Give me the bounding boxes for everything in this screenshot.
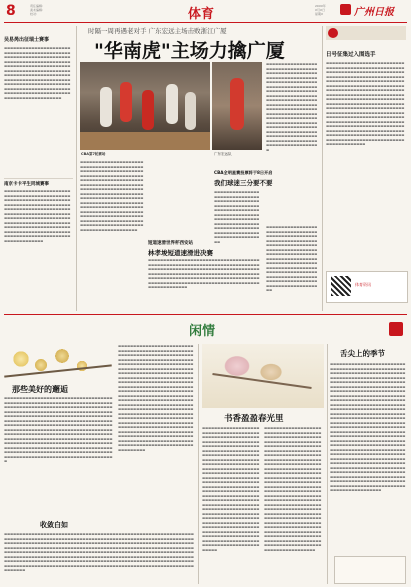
sub2-body: ▬▬▬▬▬▬▬▬▬▬▬▬▬▬▬▬▬▬▬▬▬▬▬▬▬▬▬▬▬▬▬▬▬▬▬▬▬▬▬▬▬▬▬▬▬▬▬▬▬▬▬▬▬▬▬▬▬▬▬▬▬▬▬▬▬▬▬▬▬▬▬▬▬▬▬▬▬▬▬▬▬▬▬▬▬▬▬▬▬▬▬▬▬▬▬▬▬▬▬▬▬▬▬▬▬▬▬▬▬▬▬▬▬▬▬▬▬▬▬▬▬▬▬▬▬▬▬▬▬▬▬▬▬▬▬▬▬▬▬▬▬▬▬▬▬▬▬▬▬▬▬▬▬▬▬▬▬▬▬▬▬▬▬▬▬▬▬▬▬▬▬▬▬▬▬▬▬▬▬▬▬▬▬▬▬▬▬▬▬▬▬▬▬▬▬▬▬▬▬▬▬▬▬▬▬▬▬▬▬▬▬▬▬▬▬▬▬▬▬▬▬▬▬▬▬▬▬▬▬▬▬▬▬▬▬ — [148, 258, 260, 289]
right-banner — [326, 26, 406, 40]
right-article-title: 日号征集过入围选手 — [326, 52, 376, 58]
main-photo — [80, 62, 210, 150]
section-divider — [4, 314, 407, 315]
ad-text: 体育资讯 — [355, 282, 371, 287]
left-col-divider — [4, 178, 73, 179]
col3-body-a: ▬▬▬▬▬▬▬▬▬▬▬▬▬▬▬▬▬▬▬▬▬▬▬▬▬▬▬▬▬▬▬▬▬▬▬▬▬▬▬▬▬▬▬▬▬▬▬▬▬▬▬▬▬▬▬▬▬▬▬▬▬▬▬▬▬▬▬▬▬▬▬▬▬▬▬▬▬▬▬▬▬▬▬▬▬▬▬▬▬▬▬▬▬▬▬▬▬▬▬▬▬▬▬▬▬▬▬▬▬▬▬▬▬▬▬▬▬▬▬▬▬▬▬▬▬▬▬▬▬▬▬▬▬▬▬▬▬▬▬▬▬▬▬▬▬▬▬▬▬▬▬▬▬▬▬▬▬▬▬▬▬▬▬▬▬▬▬▬▬▬▬▬▬▬▬▬▬▬▬▬▬▬▬▬▬▬▬▬▬▬▬▬▬▬▬▬▬▬▬▬▬▬▬▬▬▬▬▬▬▬▬▬▬▬▬▬▬▬▬▬▬▬▬▬▬▬▬▬▬▬▬▬▬▬▬▬▬▬▬▬▬▬▬▬▬▬▬▬▬▬▬▬▬▬▬▬▬▬▬▬▬▬▬▬▬▬▬▬▬▬▬▬▬▬▬▬▬▬▬▬▬▬▬▬▬▬▬▬▬▬▬▬▬▬▬▬▬▬▬▬▬▬▬▬▬▬▬▬▬▬▬▬▬▬▬▬▬▬▬▬▬▬▬▬▬▬▬▬▬▬▬▬▬▬▬▬▬▬▬▬▬▬▬▬▬▬▬▬▬▬▬▬▬▬▬▬▬▬▬▬▬▬▬▬▬▬▬▬▬▬▬▬▬▬▬▬▬▬▬▬▬▬▬▬▬▬▬▬▬▬▬▬▬▬▬▬▬▬▬▬▬▬▬▬▬▬▬▬▬▬▬▬▬▬▬▬▬▬▬▬▬▬▬▬▬▬▬▬▬▬▬▬▬▬▬▬▬▬▬▬▬▬▬▬▬▬▬▬▬▬▬▬▬▬▬▬▬▬▬▬▬▬▬▬▬▬▬▬▬▬▬▬▬▬▬▬▬▬▬▬▬▬▬▬▬▬▬▬▬▬▬▬▬▬▬▬▬▬▬▬▬▬▬▬▬▬▬▬▬▬▬▬▬▬▬▬▬▬ — [202, 426, 260, 552]
col3-body-b: ▬▬▬▬▬▬▬▬▬▬▬▬▬▬▬▬▬▬▬▬▬▬▬▬▬▬▬▬▬▬▬▬▬▬▬▬▬▬▬▬▬▬▬▬▬▬▬▬▬▬▬▬▬▬▬▬▬▬▬▬▬▬▬▬▬▬▬▬▬▬▬▬▬▬▬▬▬▬▬▬▬▬▬▬▬▬▬▬▬▬▬▬▬▬▬▬▬▬▬▬▬▬▬▬▬▬▬▬▬▬▬▬▬▬▬▬▬▬▬▬▬▬▬▬▬▬▬▬▬▬▬▬▬▬▬▬▬▬▬▬▬▬▬▬▬▬▬▬▬▬▬▬▬▬▬▬▬▬▬▬▬▬▬▬▬▬▬▬▬▬▬▬▬▬▬▬▬▬▬▬▬▬▬▬▬▬▬▬▬▬▬▬▬▬▬▬▬▬▬▬▬▬▬▬▬▬▬▬▬▬▬▬▬▬▬▬▬▬▬▬▬▬▬▬▬▬▬▬▬▬▬▬▬▬▬▬▬▬▬▬▬▬▬▬▬▬▬▬▬▬▬▬▬▬▬▬▬▬▬▬▬▬▬▬▬▬▬▬▬▬▬▬▬▬▬▬▬▬▬▬▬▬▬▬▬▬▬▬▬▬▬▬▬▬▬▬▬▬▬▬▬▬▬▬▬▬▬▬▬▬▬▬▬▬▬▬▬▬▬▬▬▬▬▬▬▬▬▬▬▬▬▬▬▬▬▬▬▬▬▬▬▬▬▬▬▬▬▬▬▬▬▬▬▬▬▬▬▬▬▬▬▬▬▬▬▬▬▬▬▬▬▬▬▬▬▬▬▬▬▬▬▬▬▬▬▬▬▬▬▬▬▬▬▬▬▬▬▬▬▬▬▬▬▬▬▬▬▬▬▬▬▬▬▬▬▬▬▬▬▬▬▬▬▬▬▬▬▬▬▬▬▬▬▬▬▬▬▬▬▬▬▬▬▬▬▬▬▬▬▬▬▬▬▬▬▬▬▬▬▬▬▬▬▬▬▬▬▬▬▬▬▬▬▬▬▬▬▬▬▬▬▬▬▬▬▬▬▬▬▬▬▬▬▬▬▬▬▬▬▬▬▬▬▬▬▬▬▬▬▬▬▬▬▬▬▬▬▬▬▬▬▬▬▬▬▬▬▬▬▬ — [264, 426, 322, 552]
left-article-body-2: ▬▬▬▬▬▬▬▬▬▬▬▬▬▬▬▬▬▬▬▬▬▬▬▬▬▬▬▬▬▬▬▬▬▬▬▬▬▬▬▬▬▬▬▬▬▬▬▬▬▬▬▬▬▬▬▬▬▬▬▬▬▬▬▬▬▬▬▬▬▬▬▬▬▬▬▬▬▬▬▬▬▬▬▬▬▬▬▬▬▬▬▬▬▬▬▬▬▬▬▬▬▬▬▬▬▬▬▬▬▬▬▬▬▬▬▬▬▬▬▬▬▬▬▬▬▬▬▬▬▬▬▬▬▬▬▬▬▬▬▬▬▬▬▬▬▬▬▬▬▬▬▬▬▬▬▬▬▬▬▬▬▬▬▬▬▬▬▬▬▬▬▬▬▬▬▬▬▬▬▬▬▬▬▬▬▬▬▬▬▬▬▬▬▬▬▬▬▬▬▬▬▬▬▬▬▬▬▬▬▬▬▬▬▬▬▬▬▬▬▬▬▬▬▬▬▬▬▬▬▬▬▬▬▬▬▬▬▬▬▬▬▬▬▬▬▬▬▬▬▬▬▬▬▬▬ — [4, 189, 71, 243]
masthead-text: 广州日报 — [354, 7, 394, 18]
bottom-section-title: 闲情 — [189, 324, 216, 339]
bottom-rule-1 — [198, 344, 199, 584]
player-white-3 — [185, 92, 196, 130]
col2-body: ▬▬▬▬▬▬▬▬▬▬▬▬▬▬▬▬▬▬▬▬▬▬▬▬▬▬▬▬▬▬▬▬▬▬▬▬▬▬▬▬▬▬▬▬▬▬▬▬▬▬▬▬▬▬▬▬▬▬▬▬▬▬▬▬▬▬▬▬▬▬▬▬▬▬▬▬▬▬▬▬▬▬▬▬▬▬▬▬▬▬▬▬▬▬▬▬▬▬▬▬▬▬▬▬▬▬▬▬▬▬▬▬▬▬▬▬▬▬▬▬▬▬▬▬▬▬▬▬▬▬▬▬▬▬▬▬▬▬▬▬▬▬▬▬▬▬▬▬▬▬▬▬▬▬▬▬▬▬▬▬▬▬▬▬▬▬▬▬▬▬▬▬▬▬▬▬▬▬▬▬▬▬▬▬▬▬▬▬▬▬▬▬▬▬▬▬▬▬▬▬▬▬▬▬▬▬▬▬▬▬▬▬▬▬▬▬▬▬▬▬▬▬▬▬▬▬▬▬▬▬▬▬▬▬▬▬▬▬▬▬▬▬▬▬▬▬▬▬▬▬▬▬▬▬▬▬▬▬▬▬▬▬▬▬▬▬▬▬▬▬▬▬▬▬▬▬▬▬▬▬▬▬▬▬▬▬▬▬▬▬▬▬▬▬▬▬▬▬▬▬▬▬▬▬▬▬▬▬▬▬▬▬▬▬▬▬▬▬▬▬▬▬▬▬▬▬▬▬▬▬▬▬▬▬▬▬▬▬▬▬▬▬▬▬▬▬▬▬▬▬▬▬▬▬▬▬▬▬▬▬▬▬▬▬▬▬▬▬▬▬▬▬▬▬▬▬▬▬▬▬▬▬▬▬▬▬▬▬▬▬▬▬▬▬▬▬▬▬▬▬▬▬▬▬▬▬▬▬▬▬▬▬▬▬▬▬▬▬▬▬▬▬▬▬▬▬▬▬▬▬▬▬▬▬▬▬▬▬▬▬▬▬▬▬▬▬▬▬▬▬▬▬▬▬▬▬▬▬▬▬▬▬▬▬▬▬▬▬▬▬▬▬▬▬▬▬▬▬▬▬▬▬▬▬▬▬▬▬▬▬▬▬▬▬▬▬▬▬▬▬▬▬▬▬▬▬▬▬▬▬▬ — [4, 532, 194, 572]
header-rule — [4, 22, 407, 23]
col4-body: ▬▬▬▬▬▬▬▬▬▬▬▬▬▬▬▬▬▬▬▬▬▬▬▬▬▬▬▬▬▬▬▬▬▬▬▬▬▬▬▬▬▬▬▬▬▬▬▬▬▬▬▬▬▬▬▬▬▬▬▬▬▬▬▬▬▬▬▬▬▬▬▬▬▬▬▬▬▬▬▬▬▬▬▬▬▬▬▬▬▬▬▬▬▬▬▬▬▬▬▬▬▬▬▬▬▬▬▬▬▬▬▬▬▬▬▬▬▬▬▬▬▬▬▬▬▬▬▬▬▬▬▬▬▬▬▬▬▬▬▬▬▬▬▬▬▬▬▬▬▬▬▬▬▬▬▬▬▬▬▬▬▬▬▬▬▬▬▬▬▬▬▬▬▬▬▬▬▬▬▬▬▬▬▬▬▬▬▬▬▬▬▬▬▬▬▬▬▬▬▬▬▬▬▬▬▬▬▬▬▬▬▬▬▬▬▬▬▬▬▬▬▬▬▬▬▬▬▬▬▬▬▬▬▬▬▬▬▬▬▬▬▬▬▬▬▬▬▬▬▬▬▬▬▬▬▬▬▬▬▬▬▬▬▬▬▬▬▬▬▬▬▬▬▬▬▬▬▬▬▬▬▬▬▬▬▬▬▬▬▬▬▬▬▬▬▬▬▬▬▬▬▬▬▬▬▬▬▬▬▬▬▬▬▬▬▬▬▬▬▬▬▬▬▬▬▬▬▬▬▬▬▬▬▬▬▬▬▬▬▬▬▬▬▬▬▬▬▬▬▬▬▬▬▬▬▬▬▬▬▬▬▬▬▬▬▬▬▬▬▬▬▬▬▬▬▬▬▬▬▬▬▬▬▬▬▬▬▬▬▬▬▬▬▬▬▬▬▬▬▬▬▬▬▬▬▬▬▬▬▬▬▬▬▬▬▬▬▬▬▬▬▬▬▬▬▬▬▬▬▬▬▬▬▬▬▬▬▬▬▬▬▬▬▬▬▬▬▬▬▬▬▬▬▬▬▬▬▬▬▬▬▬▬▬▬▬▬▬▬▬▬▬▬▬▬▬▬▬▬▬▬▬▬▬▬▬▬▬▬▬▬▬▬▬▬▬▬▬▬▬▬▬▬▬▬▬▬▬▬▬▬▬▬▬▬▬▬▬▬▬▬▬▬▬▬▬▬▬▬▬▬▬▬▬▬▬▬▬▬▬▬▬▬▬▬▬▬▬▬▬▬▬▬▬▬▬▬▬▬▬▬▬▬▬▬▬▬▬▬▬▬▬▬▬▬▬▬▬▬▬▬▬▬▬▬▬▬▬▬▬▬▬▬▬▬▬▬▬▬▬▬▬▬▬▬▬▬▬▬▬▬▬▬▬▬▬▬▬▬▬▬▬▬▬▬▬▬▬▬▬▬▬▬▬▬▬▬▬▬▬▬▬▬▬▬▬▬▬▬▬▬▬▬▬▬▬▬▬▬▬▬▬▬▬▬▬▬▬▬▬▬▬▬▬▬▬▬▬▬▬▬▬▬▬▬▬▬▬▬▬▬▬▬▬▬▬▬▬▬▬▬▬▬▬▬▬▬▬▬▬▬▬▬▬▬▬▬ — [330, 362, 406, 492]
bottom-right-badge — [389, 322, 403, 336]
main-kicker: 时隔一周再遇老对手 广东宏远主场击败浙江广厦 — [88, 27, 227, 35]
painting-illustration — [202, 344, 324, 408]
player-red-1 — [120, 82, 132, 122]
masthead-logo — [340, 3, 402, 17]
flower-illustration — [4, 344, 112, 382]
page-number: 8 — [6, 3, 16, 19]
flower-2 — [34, 358, 48, 372]
col1b-body: ▬▬▬▬▬▬▬▬▬▬▬▬▬▬▬▬▬▬▬▬▬▬▬▬▬▬▬▬▬▬▬▬▬▬▬▬▬▬▬▬▬▬▬▬▬▬▬▬▬▬▬▬▬▬▬▬▬▬▬▬▬▬▬▬▬▬▬▬▬▬▬▬▬▬▬▬▬▬▬▬▬▬▬▬▬▬▬▬▬▬▬▬▬▬▬▬▬▬▬▬▬▬▬▬▬▬▬▬▬▬▬▬▬▬▬▬▬▬▬▬▬▬▬▬▬▬▬▬▬▬▬▬▬▬▬▬▬▬▬▬▬▬▬▬▬▬▬▬▬▬▬▬▬▬▬▬▬▬▬▬▬▬▬▬▬▬▬▬▬▬▬▬▬▬▬▬▬▬▬▬▬▬▬▬▬▬▬▬▬▬▬▬▬▬▬▬▬▬▬▬▬▬▬▬▬▬▬▬▬▬▬▬▬▬▬▬▬▬▬▬▬▬▬▬▬▬▬▬▬▬▬▬▬▬▬▬▬▬▬▬▬▬▬▬▬▬▬▬▬▬▬▬▬▬▬▬▬▬▬▬▬▬▬▬▬▬▬▬▬▬▬▬▬▬▬▬▬▬▬▬▬▬▬▬▬▬▬▬▬▬▬▬▬▬▬▬▬▬▬▬▬▬▬▬▬▬▬▬▬▬▬▬▬▬▬▬▬▬▬▬▬▬▬▬▬▬▬▬▬▬▬▬▬▬▬▬▬▬▬▬▬▬▬▬▬▬▬▬▬▬▬▬▬▬▬▬▬▬▬▬▬▬▬▬▬▬▬▬▬▬▬▬▬▬▬▬▬▬▬▬▬▬▬▬▬▬▬▬▬▬▬▬▬▬▬▬▬▬▬▬▬▬▬▬▬▬▬▬▬▬▬▬▬▬▬▬▬▬▬▬▬▬▬▬▬▬▬▬▬▬▬▬▬▬▬▬▬▬▬▬▬▬▬▬▬▬▬▬▬▬▬▬▬▬▬▬▬▬▬▬▬▬▬▬▬▬▬▬▬▬▬▬▬▬▬▬▬▬▬▬▬▬▬▬▬▬▬▬▬▬▬▬▬▬▬▬▬▬▬▬▬▬▬▬▬▬▬▬▬▬▬▬▬▬▬▬▬▬▬▬▬▬▬▬▬▬▬▬▬▬▬▬▬▬▬▬▬▬▬▬▬▬▬▬▬▬▬▬▬▬▬▬▬▬▬▬▬▬▬▬▬▬▬▬▬▬▬▬▬▬▬▬▬▬▬▬▬▬▬▬▬▬▬▬ — [118, 344, 194, 452]
col1-body: ▬▬▬▬▬▬▬▬▬▬▬▬▬▬▬▬▬▬▬▬▬▬▬▬▬▬▬▬▬▬▬▬▬▬▬▬▬▬▬▬▬▬▬▬▬▬▬▬▬▬▬▬▬▬▬▬▬▬▬▬▬▬▬▬▬▬▬▬▬▬▬▬▬▬▬▬▬▬▬▬▬▬▬▬▬▬▬▬▬▬▬▬▬▬▬▬▬▬▬▬▬▬▬▬▬▬▬▬▬▬▬▬▬▬▬▬▬▬▬▬▬▬▬▬▬▬▬▬▬▬▬▬▬▬▬▬▬▬▬▬▬▬▬▬▬▬▬▬▬▬▬▬▬▬▬▬▬▬▬▬▬▬▬▬▬▬▬▬▬▬▬▬▬▬▬▬▬▬▬▬▬▬▬▬▬▬▬▬▬▬▬▬▬▬▬▬▬▬▬▬▬▬▬▬▬▬▬▬▬▬▬▬▬▬▬▬▬▬▬▬▬▬▬▬▬▬▬▬▬▬▬▬▬▬▬▬▬▬▬▬▬▬▬▬▬▬▬▬▬▬▬▬▬▬▬▬▬▬▬▬▬▬▬▬▬▬▬▬▬▬▬▬▬▬▬▬▬▬▬▬▬▬▬▬▬▬▬▬▬▬▬▬▬▬▬▬▬▬▬▬▬▬▬▬▬▬▬▬▬▬▬▬▬▬▬▬▬▬▬▬▬▬▬▬▬▬▬▬▬▬▬▬▬▬▬▬▬▬▬▬▬▬▬▬▬▬▬▬▬▬▬▬▬▬▬▬▬▬▬▬▬▬▬▬▬▬▬▬▬▬▬▬▬▬▬▬▬▬▬▬▬▬▬▬▬▬▬▬▬▬▬▬▬▬▬▬▬▬▬▬▬▬▬▬▬▬▬▬▬▬▬▬▬▬▬▬▬▬▬▬▬▬▬▬▬▬▬▬▬▬▬▬▬▬▬▬▬▬▬▬▬▬▬▬▬▬▬▬▬▬▬▬▬▬▬▬▬▬▬▬▬▬▬▬▬▬▬▬▬▬▬▬▬▬▬▬▬▬▬▬▬▬▬▬▬▬▬▬▬▬▬▬▬▬▬▬▬▬▬▬▬▬▬▬▬ — [4, 396, 113, 463]
right-column — [326, 26, 406, 311]
qr-code — [331, 276, 351, 296]
page-header — [0, 0, 411, 22]
qr-ad-box — [326, 271, 408, 303]
masthead-badge — [340, 4, 351, 15]
bottom-rule-2 — [327, 344, 328, 584]
flower-3 — [54, 348, 70, 364]
right-article-body: ▬▬▬▬▬▬▬▬▬▬▬▬▬▬▬▬▬▬▬▬▬▬▬▬▬▬▬▬▬▬▬▬▬▬▬▬▬▬▬▬▬▬▬▬▬▬▬▬▬▬▬▬▬▬▬▬▬▬▬▬▬▬▬▬▬▬▬▬▬▬▬▬▬▬▬▬▬▬▬▬▬▬▬▬▬▬▬▬▬▬▬▬▬▬▬▬▬▬▬▬▬▬▬▬▬▬▬▬▬▬▬▬▬▬▬▬▬▬▬▬▬▬▬▬▬▬▬▬▬▬▬▬▬▬▬▬▬▬▬▬▬▬▬▬▬▬▬▬▬▬▬▬▬▬▬▬▬▬▬▬▬▬▬▬▬▬▬▬▬▬▬▬▬▬▬▬▬▬▬▬▬▬▬▬▬▬▬▬▬▬▬▬▬▬▬▬▬▬▬▬▬▬▬▬▬▬▬▬▬▬▬▬▬▬▬▬▬▬▬▬▬▬▬▬▬▬▬▬▬▬▬▬▬▬▬▬▬▬▬▬▬▬▬▬▬▬▬▬▬▬▬▬▬▬▬▬▬▬▬▬▬▬▬▬▬▬▬▬▬▬▬▬▬▬▬▬▬▬▬▬▬▬▬▬▬▬▬▬▬▬▬▬▬▬▬▬▬▬▬▬▬▬▬▬▬▬▬▬▬▬▬▬▬▬▬▬▬▬▬▬▬▬▬▬▬▬▬▬▬▬▬▬▬▬▬▬▬▬▬▬▬▬▬▬▬▬▬▬▬▬▬▬▬▬▬▬▬▬▬▬▬▬▬▬▬▬▬▬▬▬▬▬▬▬▬▬▬▬▬▬▬▬▬▬▬▬▬▬▬▬▬▬▬▬▬▬▬▬▬▬▬▬▬▬▬▬▬▬▬▬▬▬▬▬▬▬▬▬▬▬▬▬▬▬▬▬▬▬▬▬▬▬▬▬▬▬▬▬▬▬▬▬▬▬▬▬▬▬▬▬▬▬▬▬▬▬▬▬▬▬▬▬▬▬▬▬▬▬▬▬▬▬▬▬▬▬▬▬▬▬▬ — [326, 61, 405, 146]
court-floor — [80, 132, 210, 150]
sub1-subtitle: 我们球迷三分要不要 — [214, 179, 273, 187]
main-headline: "华南虎"主场力擒广厦 — [94, 40, 285, 62]
sub2-title: 短道速滑世界杯西安站 — [148, 241, 193, 246]
bottom-right-box — [334, 556, 406, 584]
player-red-3 — [230, 78, 244, 130]
player-white-1 — [100, 87, 112, 127]
col3-title: 书香盈盈春光里 — [224, 414, 284, 424]
left-column — [4, 26, 73, 311]
flower-1 — [12, 350, 30, 368]
right-banner-badge — [328, 28, 338, 38]
sub2-subtitle: 林孝埈短道速滑进决赛 — [148, 249, 213, 257]
left-column-rule — [76, 26, 77, 311]
right-meta: 20XX年 X月X日 星期X — [315, 4, 326, 16]
left-article-title-1: 吴易昺出征瑞士赛事 — [4, 37, 50, 43]
player-red-2 — [142, 90, 154, 130]
main-story-body-b: ▬▬▬▬▬▬▬▬▬▬▬▬▬▬▬▬▬▬▬▬▬▬▬▬▬▬▬▬▬▬▬▬▬▬▬▬▬▬▬▬▬▬▬▬▬▬▬▬▬▬▬▬▬▬▬▬▬▬▬▬▬▬▬▬▬▬▬▬▬▬▬▬▬▬▬▬▬▬▬▬▬▬▬▬▬▬▬▬▬▬▬▬▬▬▬▬▬▬▬▬▬▬▬▬▬▬▬▬▬▬▬▬▬▬▬▬▬▬▬▬▬▬▬▬▬▬▬▬▬▬▬▬▬▬▬▬▬▬▬▬▬▬▬▬▬▬▬▬▬▬▬▬▬▬▬▬▬▬▬▬▬▬▬▬▬▬▬▬▬▬▬▬▬▬▬▬▬▬▬▬▬▬▬▬▬▬▬▬▬▬▬▬▬▬▬▬▬▬▬▬▬▬▬▬▬▬▬▬▬▬▬▬▬▬▬▬▬▬▬▬▬▬▬▬▬▬▬▬▬▬▬▬▬▬▬▬▬▬▬▬▬▬▬▬▬▬▬▬▬▬▬▬▬▬▬▬▬▬▬▬▬▬▬▬▬▬▬▬▬▬▬▬▬▬▬▬▬▬▬▬▬▬▬▬▬▬▬▬▬▬▬▬▬▬▬▬▬▬▬▬▬▬▬▬▬▬▬▬▬▬▬▬▬▬▬▬▬▬▬▬▬▬▬▬ — [266, 62, 318, 152]
left-meta: 责任编辑： 美术编辑： 校对： — [30, 4, 46, 16]
photo-caption-left: CBA第7轮赛场 — [81, 152, 106, 156]
photo-2 — [212, 62, 262, 150]
section-title: 体育 — [188, 7, 215, 22]
photo-caption-right: 广东宏远队 — [214, 152, 232, 156]
col1-title: 那些美好的邂逅 — [12, 384, 68, 394]
left-article-body-1: ▬▬▬▬▬▬▬▬▬▬▬▬▬▬▬▬▬▬▬▬▬▬▬▬▬▬▬▬▬▬▬▬▬▬▬▬▬▬▬▬▬▬▬▬▬▬▬▬▬▬▬▬▬▬▬▬▬▬▬▬▬▬▬▬▬▬▬▬▬▬▬▬▬▬▬▬▬▬▬▬▬▬▬▬▬▬▬▬▬▬▬▬▬▬▬▬▬▬▬▬▬▬▬▬▬▬▬▬▬▬▬▬▬▬▬▬▬▬▬▬▬▬▬▬▬▬▬▬▬▬▬▬▬▬▬▬▬▬▬▬▬▬▬▬▬▬▬▬▬▬▬▬▬▬▬▬▬▬▬▬▬▬▬▬▬▬▬▬▬▬▬▬▬▬▬▬▬▬▬▬▬▬▬▬▬▬▬▬▬▬▬▬▬▬▬▬▬▬▬▬▬▬▬▬▬▬▬▬▬▬▬▬▬▬▬▬▬▬▬▬▬▬▬▬▬▬▬▬▬▬▬▬▬▬▬▬▬▬▬▬▬▬▬▬▬▬▬▬▬▬▬▬▬▬▬▬▬▬▬▬▬ — [4, 46, 71, 100]
sub1-body-b: ▬▬▬▬▬▬▬▬▬▬▬▬▬▬▬▬▬▬▬▬▬▬▬▬▬▬▬▬▬▬▬▬▬▬▬▬▬▬▬▬▬▬▬▬▬▬▬▬▬▬▬▬▬▬▬▬▬▬▬▬▬▬▬▬▬▬▬▬▬▬▬▬▬▬▬▬▬▬▬▬▬▬▬▬▬▬▬▬▬▬▬▬▬▬▬▬▬▬▬▬▬▬▬▬▬▬▬▬▬▬▬▬▬▬▬▬▬▬▬▬▬▬▬▬▬▬▬▬▬▬▬▬▬▬▬▬▬▬▬▬▬▬▬▬▬▬▬▬▬▬▬▬▬▬▬▬▬▬▬▬▬▬▬▬▬▬▬▬▬▬▬▬▬▬▬▬▬▬▬▬▬▬▬▬▬▬▬▬▬▬▬▬▬▬▬▬▬▬▬▬▬▬▬▬▬▬▬▬▬▬▬▬▬▬▬▬▬▬▬▬▬▬▬▬▬▬▬▬▬▬▬▬▬▬▬▬▬▬▬▬ — [266, 225, 318, 292]
right-column-rule — [322, 26, 323, 311]
player-white-2 — [166, 84, 178, 124]
col4-title: 舌尖上的季节 — [340, 349, 385, 358]
col2-title: 收敛白如 — [40, 520, 68, 529]
sub1-body: ▬▬▬▬▬▬▬▬▬▬▬▬▬▬▬▬▬▬▬▬▬▬▬▬▬▬▬▬▬▬▬▬▬▬▬▬▬▬▬▬▬▬▬▬▬▬▬▬▬▬▬▬▬▬▬▬▬▬▬▬▬▬▬▬▬▬▬▬▬▬▬▬▬▬▬▬▬▬▬▬▬▬▬▬▬▬▬▬▬▬▬▬▬▬▬▬▬▬▬▬▬▬▬▬▬▬▬▬▬▬▬▬▬▬▬▬▬▬▬▬▬▬▬▬▬▬▬▬▬▬▬▬▬▬▬▬▬▬▬▬▬▬▬▬▬▬▬▬▬▬▬▬▬▬▬▬▬▬▬▬▬▬▬▬▬▬▬ — [214, 190, 260, 244]
sub1-title: CBA全明星赛投票将于8日开启 — [214, 170, 273, 175]
left-article-title-2: 南京卡卡平生同城赛事 — [4, 182, 49, 187]
main-story-body-a: ▬▬▬▬▬▬▬▬▬▬▬▬▬▬▬▬▬▬▬▬▬▬▬▬▬▬▬▬▬▬▬▬▬▬▬▬▬▬▬▬▬▬▬▬▬▬▬▬▬▬▬▬▬▬▬▬▬▬▬▬▬▬▬▬▬▬▬▬▬▬▬▬▬▬▬▬▬▬▬▬▬▬▬▬▬▬▬▬▬▬▬▬▬▬▬▬▬▬▬▬▬▬▬▬▬▬▬▬▬▬▬▬▬▬▬▬▬▬▬▬▬▬▬▬▬▬▬▬▬▬▬▬▬▬▬▬▬▬▬▬▬▬▬▬▬▬▬▬▬▬▬▬▬▬▬▬▬▬▬▬▬▬▬▬▬▬▬▬▬▬▬▬▬▬▬▬▬▬▬▬▬▬▬▬▬▬▬▬▬▬▬▬▬▬▬▬▬▬▬▬▬▬▬▬▬▬▬▬▬▬▬▬▬▬▬▬▬▬▬▬▬▬▬▬▬▬▬▬▬▬▬▬▬▬▬▬▬▬▬▬▬▬▬▬▬▬▬▬▬▬▬▬▬▬▬▬▬▬▬▬▬▬▬▬▬▬▬▬▬▬▬▬▬▬▬▬▬▬▬▬▬▬▬▬▬▬▬▬▬▬▬▬▬▬▬▬▬▬▬▬▬▬▬▬▬▬▬▬▬▬▬▬▬▬▬▬▬▬▬▬▬▬▬▬▬▬▬▬▬▬▬▬▬▬ — [80, 160, 144, 232]
bottom-header — [4, 318, 407, 344]
